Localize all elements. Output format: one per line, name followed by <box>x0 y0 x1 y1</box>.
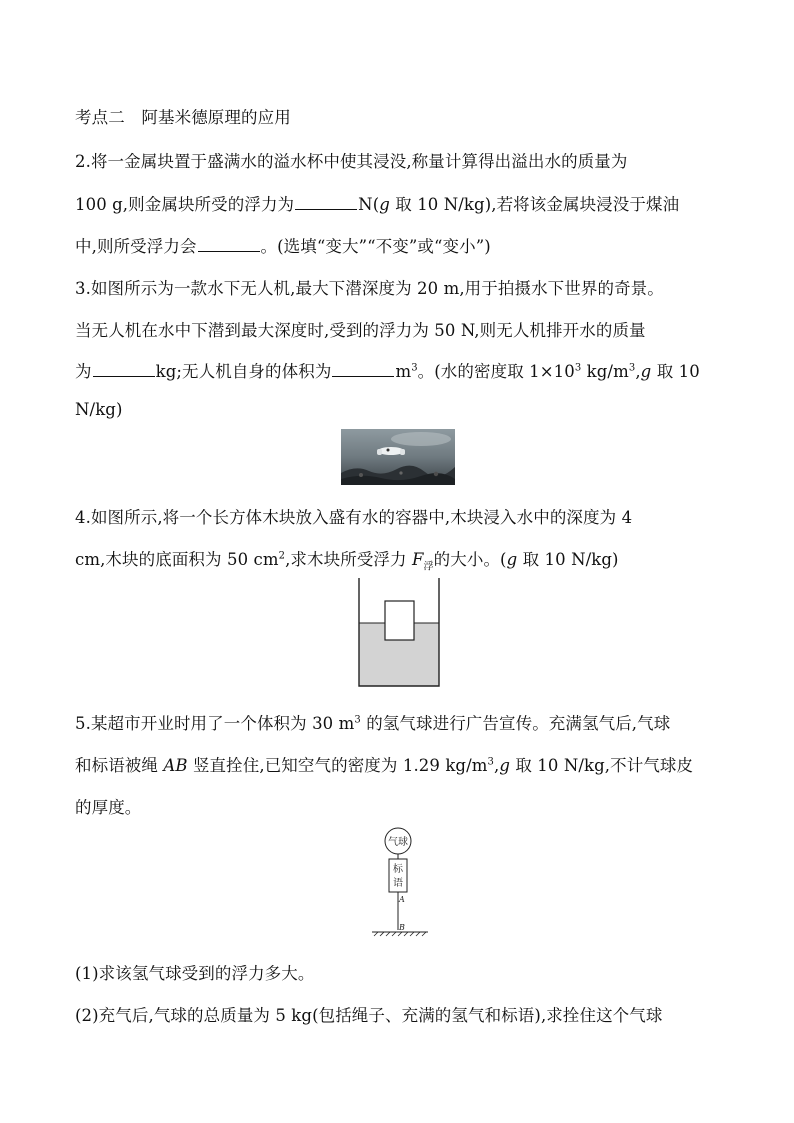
q4-var-g: g <box>506 550 518 569</box>
underwater-drone-photo <box>341 429 455 489</box>
q2-line-1: 2.将一金属块置于盛满水的溢水杯中使其浸没,称量计算得出溢出水的质量为 <box>75 152 628 171</box>
answer-blank[interactable] <box>198 237 260 252</box>
q3-line-2: 当无人机在水中下潜到最大深度时,受到的浮力为 50 N,则无人机排开水的质量 <box>75 321 646 340</box>
q3-sup: 3 <box>574 362 582 374</box>
label-B: B <box>399 923 405 932</box>
q5-text: 取 10 N/kg,不计气球皮 <box>510 756 694 775</box>
q5-text: , <box>493 756 500 775</box>
q2-line-3 <box>75 233 491 257</box>
banner-char-2: 语 <box>393 878 403 889</box>
q5-text: 5.某超市开业时用了一个体积为 30 m <box>75 714 355 733</box>
q3-text: kg/m <box>581 362 629 381</box>
q3-text: kg;无人机自身的体积为 <box>155 362 332 381</box>
q5-part-2: (2)充气后,气球的总质量为 5 kg(包括绳子、充满的氢气和标语),求拴住这个气球 <box>75 1006 663 1025</box>
q2-text: 。(选填“变大”“不变”或“变小”) <box>260 237 491 256</box>
q5-var-AB: AB <box>163 756 188 775</box>
q2-line-2 <box>75 191 679 215</box>
q5-var-g: g <box>499 756 510 775</box>
q2-text: 中,则所受浮力会 <box>75 237 197 256</box>
q4-line-1: 4.如图所示,将一个长方体木块放入盛有水的容器中,木块浸入水中的深度为 4 <box>75 508 633 527</box>
q4-text: cm,木块的底面积为 50 cm <box>75 550 279 569</box>
q3-text: 。(水的密度取 1×10 <box>417 362 575 381</box>
q3-text: , <box>635 362 641 381</box>
q5-sup: 3 <box>354 714 361 726</box>
balloon-figure <box>368 826 430 942</box>
label-A: A <box>399 895 405 904</box>
balloon-label: 气球 <box>388 837 408 848</box>
q3-text: m <box>395 362 412 381</box>
q3-sup: 3 <box>411 362 418 374</box>
q4-var-F: F <box>411 550 424 569</box>
q5-sup: 3 <box>487 756 494 768</box>
q4-text: 取 10 N/kg) <box>517 550 619 569</box>
q4-line-2 <box>75 546 619 573</box>
q4-sup: 2 <box>278 550 286 562</box>
q3-text: 为 <box>75 362 92 381</box>
q3-line-4: N/kg) <box>75 400 123 419</box>
q4-text: ,求木块所受浮力 <box>285 550 412 569</box>
q3-line-3 <box>75 358 700 382</box>
container-block-figure <box>358 578 440 692</box>
answer-blank[interactable] <box>93 362 155 377</box>
q5-part-1: (1)求该氢气球受到的浮力多大。 <box>75 964 315 983</box>
q2-var-g: g <box>379 195 390 214</box>
q4-sub: 浮 <box>423 561 434 573</box>
q5-line-2 <box>75 752 693 776</box>
q5-text: 和标语被绳 <box>75 756 164 775</box>
q2-text: 取 10 N/kg),若将该金属块浸没于煤油 <box>389 195 680 214</box>
answer-blank[interactable] <box>332 362 394 377</box>
q3-line-1: 3.如图所示为一款水下无人机,最大下潜深度为 20 m,用于拍摄水下世界的奇景。 <box>75 279 664 298</box>
section-title: 考点二 阿基米德原理的应用 <box>75 108 291 127</box>
q5-line-3: 的厚度。 <box>75 798 142 817</box>
q5-text: 竖直拴住,已知空气的密度为 1.29 kg/m <box>187 756 488 775</box>
ground-hatching <box>374 932 426 936</box>
q5-text: 的氢气球进行广告宣传。充满氢气后,气球 <box>360 714 671 733</box>
banner-char-1: 标 <box>393 864 403 875</box>
q5-line-1 <box>75 710 670 734</box>
wooden-block <box>385 601 414 640</box>
q3-var-g: g <box>640 362 652 381</box>
q2-text: N( <box>358 195 380 214</box>
q2-text: 100 g,则金属块所受的浮力为 <box>75 195 295 214</box>
answer-blank[interactable] <box>295 195 357 210</box>
q4-text: 的大小。( <box>433 550 507 569</box>
q3-sup: 3 <box>628 362 636 374</box>
q3-text: 取 10 <box>651 362 700 381</box>
